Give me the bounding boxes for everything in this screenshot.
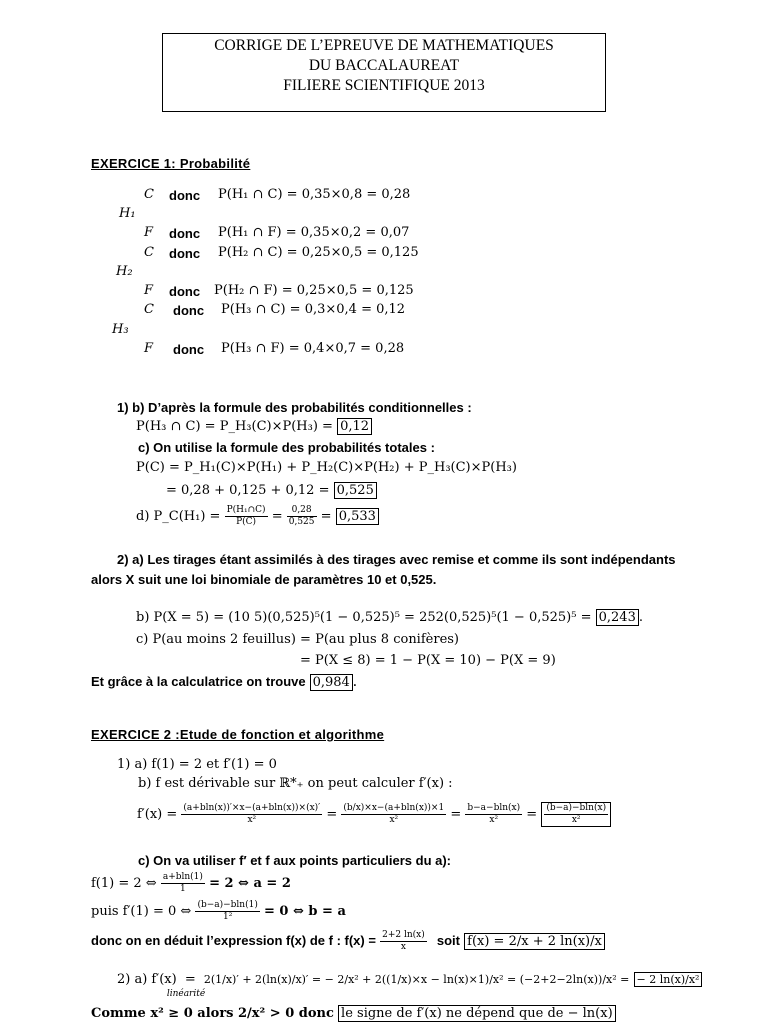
- equation-part: Comme x² ≥ 0 alors 2/x² > 0 donc: [91, 1006, 334, 1021]
- fraction-numerator: (a+bln(x))′×x−(a+bln(x))×(x)′: [183, 803, 321, 813]
- f-expression-box: f(x) = 2/x + 2 ln(x)/x: [464, 933, 605, 950]
- tree-branch-label: C: [144, 245, 154, 260]
- q1c-label: c) On utilise la formule des probabilités totales :: [138, 440, 435, 455]
- ex2-q1c-line-1: [91, 872, 291, 895]
- fraction-numerator: (b−a)−bln(x): [546, 803, 607, 813]
- title-line-1: CORRIGE DE L’EPREUVE DE MATHEMATIQUES: [214, 37, 554, 54]
- derivative-fraction-1: [181, 803, 322, 826]
- fraction-denominator: x²: [571, 815, 581, 825]
- tree-donc: donc: [169, 246, 201, 261]
- sign-box: le signe de f′(x) ne dépend que de − ln(x): [338, 1005, 616, 1022]
- q1c-expr-1: P(C) = P_H₁(C)×P(H₁) + P_H₂(C)×P(H₂) + P_H₃(C)×P(H₃): [136, 460, 517, 475]
- ex2-q1c-label: c) On va utiliser f′ et f aux points particuliers du a):: [138, 853, 452, 868]
- fraction-numerator: (b−a)−bln(1): [197, 900, 258, 910]
- tree-expr: P(H₃ ∩ F) = 0,4×0,7 = 0,28: [221, 341, 405, 356]
- q1d-label: d) P_C(H₁) =: [136, 509, 221, 524]
- q1d-formula: d) P_C(H₁) = $\frac{\text{P(H₁∩C)}}{P(C)}$ = $\frac{0,28}{0,525}$ = 0,533: [136, 505, 379, 528]
- q2c-answer-box: 0,984: [310, 674, 353, 691]
- derivative-fraction-2: [341, 803, 446, 826]
- equation-part: 2(1/x)′ + 2(ln(x)/x)′ = − 2/x² + 2((1/x)×x − ln(x)×1)/x² = (−2+2−2ln(x))/x² =: [203, 973, 630, 986]
- fraction-denominator: x²: [247, 815, 257, 825]
- equation-fraction: [380, 930, 427, 953]
- q1b-label: 1) b) D’après la formule des probabilités conditionnelles :: [117, 400, 472, 415]
- equation-part: 2) a) f′(x): [117, 972, 177, 987]
- fraction-numerator: b−a−bln(x): [467, 803, 521, 813]
- title-line-2: DU BACCALAUREAT: [308, 57, 460, 74]
- equation-part: = 0 ⇔ b = a: [264, 904, 346, 919]
- exercise-2-heading: EXERCICE 2 :Etude de fonction et algorithme: [91, 727, 385, 742]
- q2c-conclusion: Et grâce à la calculatrice on trouve 0,984 .: [91, 673, 357, 690]
- q2c-line-1: c) P(au moins 2 feuillus) = P(au plus 8 conifères): [136, 632, 460, 647]
- fraction-denominator: 1²: [222, 912, 233, 922]
- q2a-line-1: 2) a) Les tirages étant assimilés à des tirages avec remise et comme ils sont indépendants: [117, 552, 676, 567]
- tree-donc: donc: [173, 342, 205, 357]
- linearity-equal: [166, 972, 206, 999]
- fraction-denominator: x²: [389, 815, 399, 825]
- tree-donc: donc: [173, 303, 205, 318]
- fraction-denominator: 0,525: [288, 517, 315, 527]
- q1b-formula: [136, 419, 372, 434]
- tree-donc: donc: [169, 284, 201, 299]
- tree-branch-label: F: [144, 225, 154, 240]
- tree-node-h1: H₁: [119, 206, 136, 221]
- equation-part: puis f′(1) = 0 ⇔: [91, 904, 192, 919]
- tree-expr: P(H₃ ∩ C) = 0,3×0,4 = 0,12: [221, 302, 406, 317]
- q1b-expr: P(H₃ ∩ C) = P_H₃(C)×P(H₃) =: [136, 419, 333, 434]
- fraction-numerator: (b/x)×x−(a+bln(x))×1: [343, 803, 445, 813]
- q1c-answer-box: 0,525: [334, 482, 377, 499]
- ex2-q1b-label: b) f est dérivable sur ℝ*₊ on peut calculer f′(x) :: [138, 776, 453, 791]
- fraction-numerator: 0,28: [287, 505, 317, 517]
- q2b-formula: b) P(X = 5) = (10 5)(0,525)⁵(1 − 0,525)⁵ = 252(0,525)⁵(1 − 0,525)⁵ = 0,243 .: [136, 610, 643, 625]
- fraction-denominator: x: [400, 942, 406, 952]
- q2b-expr: b) P(X = 5) = (10 5)(0,525)⁵(1 − 0,525)⁵ = 252(0,525)⁵(1 − 0,525)⁵ =: [136, 610, 592, 625]
- ex2-q2a-line: [117, 972, 702, 999]
- q1c-expr-2: = 0,28 + 0,125 + 0,12 =: [166, 483, 330, 498]
- fraction-denominator: x²: [489, 815, 499, 825]
- tree-branch-label: F: [144, 283, 154, 298]
- derivative-answer-box: [541, 802, 611, 827]
- q1d-answer-box: 0,533: [336, 508, 379, 525]
- tree-node-h3: H₃: [112, 322, 129, 337]
- ex2-q1a: 1) a) f(1) = 2 et f′(1) = 0: [117, 757, 277, 772]
- fraction-numerator: a+bln(1): [162, 872, 203, 882]
- ex2-q1c-line-2: [91, 900, 346, 923]
- tree-expr: P(H₂ ∩ C) = 0,25×0,5 = 0,125: [218, 245, 419, 260]
- q1d-fraction-2: [287, 505, 317, 528]
- equation-part: f(1) = 2 ⇔: [91, 876, 157, 891]
- fraction-denominator: 1: [180, 884, 186, 894]
- q2a-line-2: alors X suit une loi binomiale de paramètres 10 et 0,525.: [91, 572, 437, 587]
- ex2-q1b-derivative: f′(x) = $\frac{(a+bln(x))'\times x-(a+bln(x))\times(x)'}{\text{x²}}$ = $\frac{(b/x)\times x-(a+bln(x))\times 1}{\text{x²}}$ = $\frac{b-a-bln(x)}{\text{x²}}$ = $\frac{(b-a)-bln(x)}{\text{x²}}$: [137, 802, 611, 827]
- equation-part: soit: [436, 933, 460, 948]
- tree-expr: P(H₁ ∩ C) = 0,35×0,8 = 0,28: [218, 187, 411, 202]
- tree-expr: P(H₂ ∩ F) = 0,25×0,5 = 0,125: [214, 283, 414, 298]
- ex2-q2a-conclusion: [91, 1006, 616, 1021]
- tree-donc: donc: [169, 188, 201, 203]
- derivative-fraction-3: [465, 803, 522, 826]
- q1c-formula: [166, 483, 377, 498]
- q2c-line-3: Et grâce à la calculatrice on trouve: [91, 674, 306, 689]
- tree-branch-label: C: [144, 302, 154, 317]
- tree-node-h2: H₂: [116, 264, 133, 279]
- tree-expr: P(H₁ ∩ F) = 0,35×0,2 = 0,07: [218, 225, 410, 240]
- equation-part: donc on en déduit l’expression f(x) de f : f(x) =: [91, 933, 376, 948]
- exercise-1-heading: EXERCICE 1: Probabilité: [91, 156, 251, 171]
- tree-branch-label: C: [144, 187, 154, 202]
- derivative-fraction-4: [544, 803, 608, 826]
- equation-part: = 2 ⇔ a = 2: [209, 876, 291, 891]
- q2b-answer-box: 0,243: [596, 609, 639, 626]
- q2c-line-2: = P(X ≤ 8) = 1 − P(X = 10) − P(X = 9): [300, 653, 556, 668]
- equation-fraction: [195, 900, 259, 923]
- fraction-numerator: P(H₁∩C): [226, 505, 266, 515]
- derivative-lhs: f′(x) =: [137, 807, 178, 822]
- q1d-fraction-1: [225, 505, 268, 528]
- q2a-answer-box: − 2 ln(x)/x²: [634, 972, 703, 987]
- equation-part: =: [184, 972, 196, 987]
- fraction-numerator: 2+2 ln(x): [382, 930, 425, 940]
- linearity-note: linéarité: [166, 989, 206, 999]
- fraction-denominator: P(C): [236, 517, 257, 527]
- tree-donc: donc: [169, 226, 201, 241]
- title-line-3: FILIERE SCIENTIFIQUE 2013: [283, 77, 485, 94]
- title-box: [162, 33, 606, 112]
- equation-fraction: [161, 872, 205, 895]
- ex2-q1c-line-3: [91, 930, 605, 953]
- q1b-answer-box: 0,12: [337, 418, 372, 435]
- tree-branch-label: F: [144, 341, 154, 356]
